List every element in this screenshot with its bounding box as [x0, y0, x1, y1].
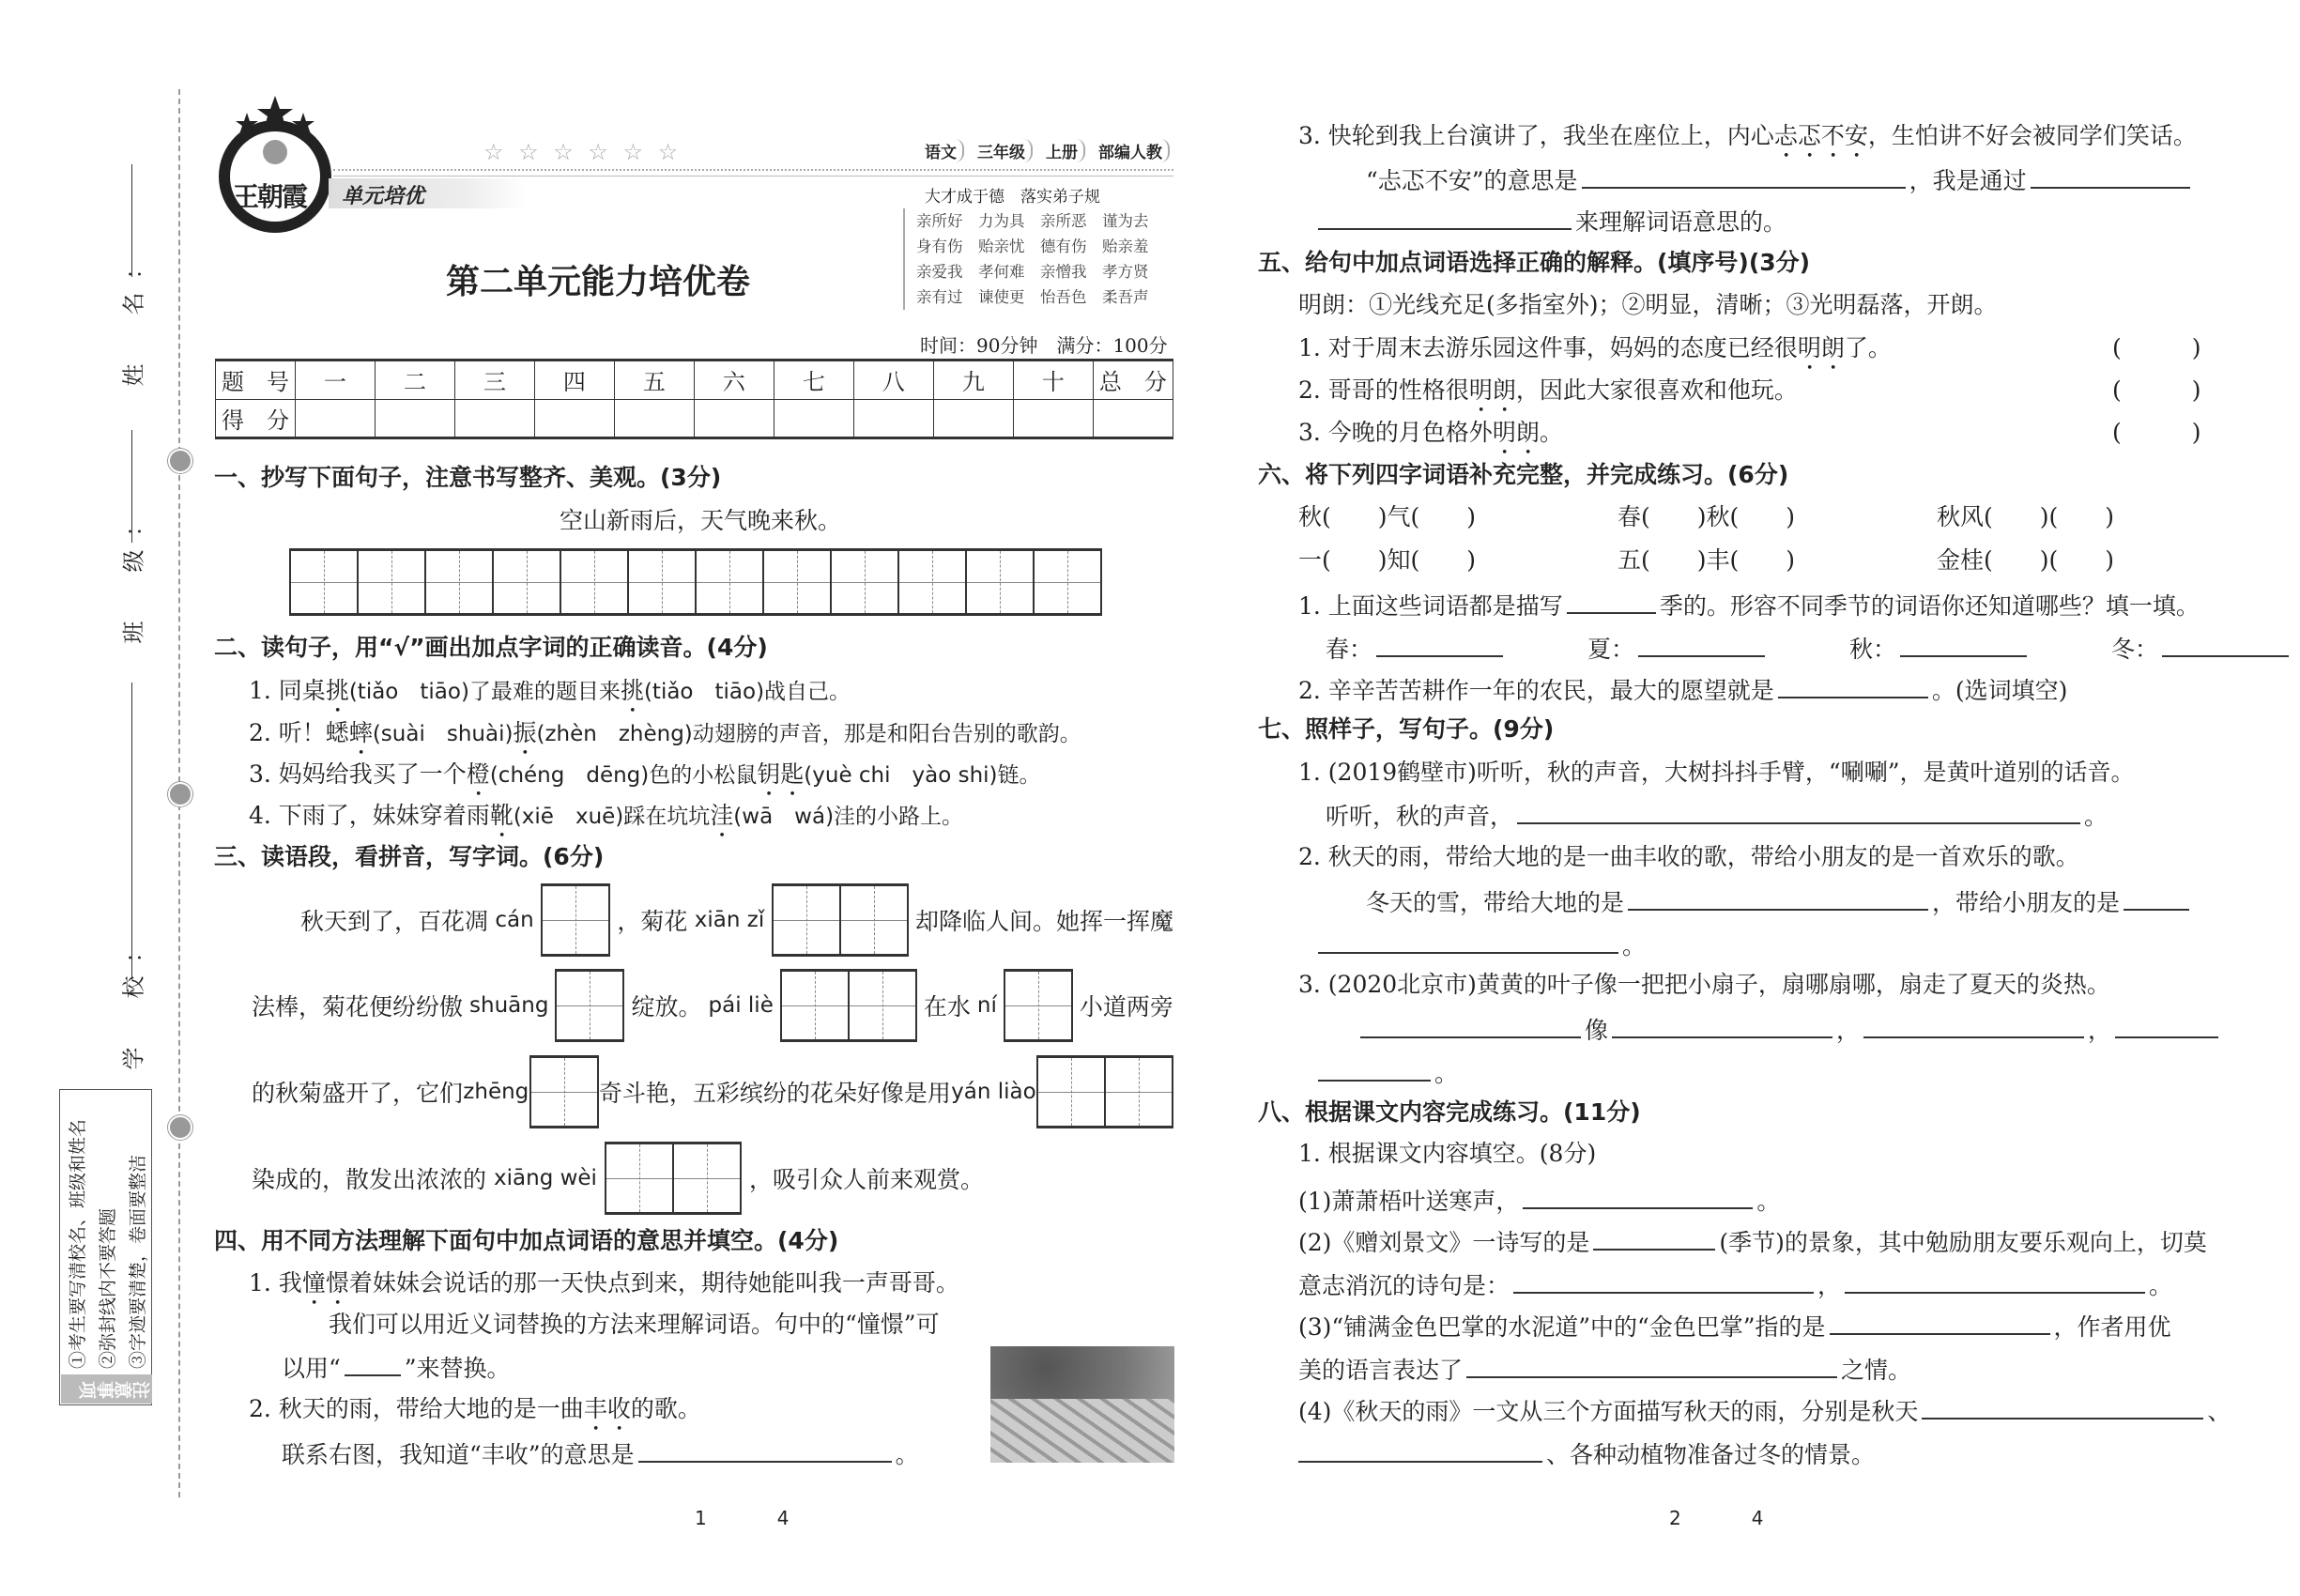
s8-part-2-fill [1298, 1267, 2172, 1299]
answer-blank[interactable] [1778, 672, 1928, 698]
season-label: 夏： [1587, 636, 1635, 663]
section-7-heading: 七、照样子，写句子。(9分) [1258, 715, 1555, 743]
text: (tiǎo tiāo)战自己。 [643, 680, 851, 704]
answer-box[interactable] [541, 883, 610, 957]
pinyin: xiān zǐ [694, 908, 765, 932]
page-number: 2 [1669, 1507, 1681, 1529]
answer-blank[interactable] [1517, 798, 2080, 824]
answer-box[interactable] [555, 969, 624, 1042]
header-cell: 六 [694, 361, 774, 400]
answer-blank[interactable] [1638, 631, 1765, 657]
s5-item-1 [1298, 332, 1892, 364]
answer-blank[interactable] [1360, 1012, 1581, 1038]
note-3: ③字迹要清楚，卷面要整洁 [128, 1154, 149, 1369]
text: ，吸引众人前来观赏。 [748, 1166, 984, 1193]
brand-logo [214, 94, 336, 235]
answer-paren[interactable]: ( ) [2112, 376, 2201, 404]
name-label: 姓 名： [120, 243, 147, 387]
header-cell: 一 [295, 361, 375, 400]
answer-blank[interactable] [345, 1350, 401, 1376]
pinyin: pái liè [708, 993, 774, 1018]
s3-row-3 [252, 1054, 1173, 1129]
dotted-word: 憧憬 [301, 1269, 349, 1297]
section-5-heading: 五、给句中加点词语选择正确的解释。(填序号)(3分) [1258, 249, 1811, 276]
answer-blank[interactable] [1376, 631, 1503, 657]
s7-item-2-fill-2 [1314, 928, 1646, 959]
answer-blank[interactable] [1593, 1224, 1715, 1251]
header-cell: 二 [375, 361, 454, 400]
s4-item-2 [249, 1393, 701, 1425]
page-total: 4 [1751, 1507, 1764, 1529]
section-4-heading: 四、用不同方法理解下面句中加点词语的意思并填空。(4分) [214, 1227, 839, 1254]
score-cell[interactable] [614, 399, 694, 438]
header-cell: 十 [1013, 361, 1093, 400]
text: 1. 对于周末去游乐园这件事，妈妈的态度已经很 [1298, 334, 1798, 361]
dotted-word: 振 [513, 719, 537, 746]
header-cell: 题 号 [216, 361, 296, 400]
text: 季的。形容不同季节的词语你还知道哪些？填一填。 [1659, 592, 2200, 620]
score-cell[interactable] [1093, 399, 1173, 438]
dotted-word: 明朗 [1797, 334, 1845, 361]
text: 小道两旁 [1079, 993, 1173, 1021]
text: 。 [1434, 1060, 1459, 1087]
text: (wā wá)洼的小路上。 [733, 805, 964, 829]
text: 冬天的雪，带给大地的是 [1366, 889, 1625, 916]
answer-blank[interactable] [1523, 1183, 1753, 1209]
text: (季节)的景象，其中勉励朋友要乐观向上，切莫 [1719, 1229, 2207, 1256]
score-table-score-row [216, 399, 1173, 438]
answer-box[interactable] [605, 1142, 742, 1215]
s8-part-1 [1298, 1183, 1780, 1215]
seal-icon [168, 782, 192, 806]
dotted-word: 挑 [325, 677, 349, 704]
writing-grid[interactable] [289, 548, 1102, 616]
answer-blank[interactable] [1612, 1012, 1832, 1038]
text: 、各种动植物准备过冬的情景。 [1546, 1441, 1876, 1468]
s7-item-2: 2. 秋天的雨，带给大地的是一曲丰收的歌，带给小朋友的是一首欢乐的歌。 [1298, 843, 2079, 870]
seal-icon [168, 1115, 192, 1140]
score-cell[interactable] [454, 399, 534, 438]
answer-box[interactable] [1036, 1055, 1173, 1128]
text: 来理解词语意思的。 [1575, 208, 1787, 236]
motto-block [903, 208, 1149, 310]
season-label: 秋： [1849, 636, 1897, 663]
text: 1. 同桌 [249, 677, 326, 704]
answer-blank[interactable] [2162, 631, 2289, 657]
score-cell[interactable] [1013, 399, 1093, 438]
text: (1)萧萧梧叶送寒声， [1298, 1188, 1520, 1215]
dotted-word: 蟀 [348, 719, 373, 746]
header-cell: 三 [454, 361, 534, 400]
answer-paren[interactable]: ( ) [2112, 334, 2201, 361]
score-table-header-row [216, 361, 1173, 400]
answer-blank[interactable] [1900, 631, 2027, 657]
season-label: 冬： [2111, 636, 2159, 663]
text: 奇斗艳，五彩缤纷的花朵好像是用 [598, 1080, 951, 1107]
text: (tiǎo tiāo)了最难的题目来 [348, 680, 621, 704]
dotted-word: 橙 [466, 760, 490, 788]
answer-box[interactable] [772, 883, 909, 957]
s4-item-1-fill [282, 1350, 511, 1382]
idiom-1: 秋( )气( ) [1298, 503, 1477, 530]
dotted-word: 明朗 [1468, 376, 1516, 404]
text: 之情。 [1841, 1357, 1912, 1384]
s2-item-1 [249, 675, 851, 707]
dotted-word: 忐忑不安 [1773, 122, 1868, 149]
s8-part-3-fill [1298, 1352, 1911, 1384]
text: 2. 听！蟋 [249, 719, 349, 746]
s2-item-4 [249, 800, 963, 832]
notes-title: 注意事项 [61, 1374, 152, 1404]
pinyin: zhēng [463, 1080, 529, 1104]
section-2-heading: 二、读句子，用“√”画出加点字词的正确读音。(4分) [214, 634, 768, 661]
tag-subject: 语文 [925, 139, 964, 162]
s2-item-3 [249, 759, 1041, 790]
header-cell: 五 [614, 361, 694, 400]
score-table [215, 359, 1173, 439]
header-cell: 九 [933, 361, 1013, 400]
answer-blank[interactable] [1298, 1436, 1542, 1463]
text: (chéng dēng)色的小松鼠 [489, 763, 758, 788]
text: ， [1817, 1272, 1842, 1299]
text: 的歌。 [630, 1395, 701, 1422]
answer-blank[interactable] [1922, 1393, 2203, 1420]
text: 了。 [1844, 334, 1892, 361]
page-title: 第二单元能力培优卷 [446, 262, 751, 301]
dotted-word: 靴 [489, 802, 514, 829]
motto-title: 大才成于德 落实弟子规 [925, 188, 1100, 207]
text: ， [1836, 1017, 1861, 1044]
motto-line: 亲爱我 孝何难 亲憎我 孝方贤 [916, 263, 1149, 281]
pinyin: shuāng [469, 993, 549, 1018]
idiom-2: 春( )秋( ) [1618, 503, 1796, 530]
pinyin: xiāng wèi [494, 1166, 597, 1190]
tag-volume: 上册 [1046, 139, 1085, 162]
text: “忐忑不安”的意思是 [1366, 167, 1578, 194]
notes-box [59, 1089, 152, 1405]
answer-blank[interactable] [2124, 884, 2189, 911]
answer-blank[interactable] [1513, 1267, 1814, 1294]
s3-row-2 [252, 968, 1173, 1043]
s5-item-2 [1298, 375, 1798, 407]
season-words [1326, 631, 2292, 663]
text: 3. 今晚的月色格外 [1298, 419, 1493, 446]
text: 以用“ [282, 1355, 341, 1382]
text: 1. 我 [249, 1269, 302, 1297]
score-label: 得 分 [216, 399, 296, 438]
answer-blank[interactable] [2115, 1012, 2218, 1038]
dotted-word: 钥匙 [757, 760, 805, 788]
text: 美的语言表达了 [1298, 1357, 1464, 1384]
text: 2. 哥哥的性格很 [1298, 376, 1469, 404]
text: 着妹妹会说话的那一天快点到来，期待她能叫我一声哥哥。 [348, 1269, 959, 1297]
text: 1. 上面这些词语都是描写 [1298, 592, 1563, 620]
answer-blank[interactable] [1582, 162, 1906, 189]
text: 3. 快轮到我上台演讲了，我坐在座位上，内心 [1298, 122, 1774, 149]
score-cell[interactable] [853, 399, 933, 438]
dotted-word: 明朗 [1492, 419, 1540, 446]
text: 像 [1585, 1017, 1609, 1044]
motto-line: 亲所好 力为具 亲所恶 谨为去 [916, 212, 1149, 230]
harvest-photo [990, 1346, 1174, 1463]
motto-line: 身有伤 贻亲忧 德有伤 贻亲羞 [916, 238, 1149, 255]
s7-item-3-fill [1357, 1012, 2222, 1044]
text: (yuè chi yào shi)链。 [804, 763, 1041, 788]
class-label: 班 级： [120, 500, 147, 644]
copy-sentence: 空山新雨后，天气晚来秋。 [560, 507, 842, 534]
section-1-heading: 一、抄写下面句子，注意书写整齐、美观。(3分) [214, 464, 722, 491]
s4-item-3-fill [1366, 162, 2194, 194]
answer-blank[interactable] [2031, 162, 2190, 189]
answer-blank[interactable] [1845, 1267, 2145, 1294]
text: (3)“铺满金色巴掌的水泥道”中的“金色巴掌”指的是 [1298, 1313, 1826, 1341]
unit-banner-label: 单元培优 [342, 185, 425, 208]
text: 却降临人间。她挥一挥魔 [914, 908, 1173, 935]
answer-box[interactable] [1004, 969, 1073, 1042]
text: (4)《秋天的雨》一文从三个方面描写秋天的雨，分别是秋天 [1298, 1398, 1919, 1425]
answer-blank[interactable] [1567, 588, 1656, 614]
text: 秋天到了，百花凋 [300, 908, 489, 935]
subject-tags [925, 139, 1170, 162]
text: ”来替换。 [404, 1355, 511, 1382]
answer-blank[interactable] [1466, 1352, 1837, 1378]
text: 联系右图，我知道“丰收”的意思是 [282, 1441, 635, 1468]
text: 。 [2084, 803, 2108, 830]
logo-text: 王朝霞 [233, 181, 307, 212]
text: 2. 秋天的雨，带给大地的是一曲 [249, 1395, 584, 1422]
text: 。 [1622, 932, 1647, 959]
page-total: 4 [776, 1507, 790, 1529]
dotted-word: 洼 [710, 802, 734, 829]
pinyin: ní [976, 993, 997, 1018]
dotted-word: 丰收 [583, 1395, 631, 1422]
text: 绽放。 [631, 993, 702, 1021]
s6-question-2 [1298, 672, 2067, 704]
text: 、 [2207, 1398, 2231, 1425]
section-3-heading: 三、读语段，看拼音，写字词。(6分) [214, 843, 605, 870]
s7-item-2-fill [1366, 884, 2193, 916]
text: 。(选词填空) [1931, 677, 2068, 704]
score-cell[interactable] [694, 399, 774, 438]
score-cell[interactable] [295, 399, 375, 438]
answer-paren[interactable]: ( ) [2112, 419, 2201, 446]
s4-item-3-fill-2 [1314, 204, 1786, 236]
dotted-word: 挑 [620, 677, 644, 704]
text: ，因此大家很喜欢和他玩。 [1515, 376, 1798, 404]
tag-edition: 部编人教 [1098, 139, 1170, 162]
answer-blank[interactable] [1318, 204, 1572, 230]
text: 的秋菊盛开了，它们 [252, 1080, 464, 1107]
answer-blank[interactable] [1863, 1012, 2084, 1038]
text: ，带给小朋友的是 [1932, 889, 2121, 916]
score-cell[interactable] [534, 399, 614, 438]
text: 。 [895, 1441, 919, 1468]
s5-definition: 明朗：①光线充足(多指室外)；②明显，清晰；③光明磊落，开朗。 [1298, 291, 1998, 318]
text: ， [2088, 1017, 2112, 1044]
s7-item-1: 1. (2019鹤壁市)听听，秋的声音，大树抖抖手臂，“唰唰”，是黄叶道别的话音。 [1298, 759, 2135, 786]
text: 。 [1539, 419, 1563, 446]
text: 听听，秋的声音， [1326, 803, 1514, 830]
text: 。 [2149, 1272, 2173, 1299]
answer-box[interactable] [780, 969, 917, 1042]
s3-row-4 [252, 1141, 984, 1216]
rating-stars: ☆ ☆ ☆ ☆ ☆ ☆ [483, 139, 682, 165]
seal-icon [168, 449, 192, 473]
header-cell: 八 [853, 361, 933, 400]
school-label: 学 校： [120, 927, 147, 1070]
note-1: ①考生要写清校名、班级和姓名 [67, 1118, 88, 1369]
text: 4. 下雨了，妹妹穿着雨 [249, 802, 490, 829]
s5-item-3 [1298, 417, 1563, 449]
text: (2)《赠刘景文》一诗写的是 [1298, 1229, 1590, 1256]
time-info: 时间：90分钟 满分：100分 [920, 334, 1168, 357]
score-cell[interactable] [933, 399, 1013, 438]
s4-item-1 [249, 1267, 959, 1299]
note-2: ②弥封线内不要答题 [97, 1207, 118, 1369]
text: ，生怕讲不好会被同学们笑话。 [1867, 122, 2197, 149]
pinyin: yán liào [951, 1080, 1036, 1104]
s8-part-3 [1298, 1309, 2171, 1341]
text: ，我是通过 [1909, 167, 2027, 194]
header-cell: 四 [534, 361, 614, 400]
answer-blank[interactable] [1318, 928, 1618, 954]
idiom-6: 金桂( )( ) [1937, 546, 2115, 574]
text: ，作者用优 [2053, 1313, 2171, 1341]
idiom-5: 五( )丰( ) [1618, 546, 1796, 574]
text: (zhèn zhèng)动翅膀的声音，那是和阳台告别的歌韵。 [536, 722, 1081, 746]
answer-blank[interactable] [638, 1436, 892, 1463]
season-label: 春： [1326, 636, 1373, 663]
header-rule [333, 169, 1173, 171]
text: 2. 辛辛苦苦耕作一年的农民，最大的愿望就是 [1298, 677, 1774, 704]
page-number-left [695, 1502, 789, 1534]
header-cell: 七 [774, 361, 853, 400]
score-cell[interactable] [774, 399, 853, 438]
s7-item-3-fill-2 [1314, 1055, 1458, 1087]
s8-part-4 [1298, 1393, 2231, 1425]
s8-part-2 [1298, 1224, 2207, 1256]
s8-part-4-fill [1298, 1436, 1875, 1468]
text: (xiē xuē)踩在坑坑 [513, 805, 711, 829]
s2-item-2 [249, 717, 1081, 749]
text: 。 [1756, 1188, 1781, 1215]
answer-blank[interactable] [1830, 1309, 2050, 1335]
s7-item-3: 3. (2020北京市)黄黄的叶子像一把把小扇子，扇哪扇哪，扇走了夏天的炎热。 [1298, 971, 2110, 998]
s4-item-2-fill [282, 1436, 919, 1468]
text: 3. 妈妈给我买了一个 [249, 760, 467, 788]
page-number-right [1669, 1502, 1763, 1534]
unit-banner [329, 178, 526, 208]
header-cell: 总 分 [1093, 361, 1173, 400]
score-cell[interactable] [375, 399, 454, 438]
tag-grade: 三年级 [977, 139, 1033, 162]
s8-question-1: 1. 根据课文内容填空。(8分) [1298, 1140, 1597, 1167]
pinyin: cán [495, 908, 534, 932]
s4-item-3 [1298, 120, 2197, 152]
text: ，菊花 [617, 908, 688, 935]
answer-blank[interactable] [1628, 884, 1928, 911]
idiom-4: 一( )知( ) [1298, 546, 1477, 574]
s4-item-1-hint: 我们可以用近义词替换的方法来理解词语。句中的“憧憬”可 [329, 1311, 940, 1338]
motto-line: 亲有过 谏使更 怡吾色 柔吾声 [916, 288, 1149, 306]
text: 法棒，菊花便纷纷傲 [252, 993, 464, 1021]
text: 在水 [923, 993, 971, 1021]
text: 意志消沉的诗句是： [1298, 1272, 1510, 1299]
text: 染成的，散发出浓浓的 [252, 1166, 487, 1193]
s3-row-1 [300, 882, 1173, 958]
idiom-3: 秋风( )( ) [1937, 503, 2115, 530]
page-number: 1 [695, 1507, 707, 1529]
section-6-heading: 六、将下列四字词语补充完整，并完成练习。(6分) [1258, 461, 1789, 488]
s6-question-1 [1298, 588, 2200, 620]
s7-item-1-fill [1326, 798, 2108, 830]
section-8-heading: 八、根据课文内容完成练习。(11分) [1258, 1098, 1641, 1126]
text: (suài shuài) [372, 722, 514, 746]
answer-box[interactable] [529, 1055, 599, 1128]
answer-blank[interactable] [1318, 1055, 1431, 1082]
